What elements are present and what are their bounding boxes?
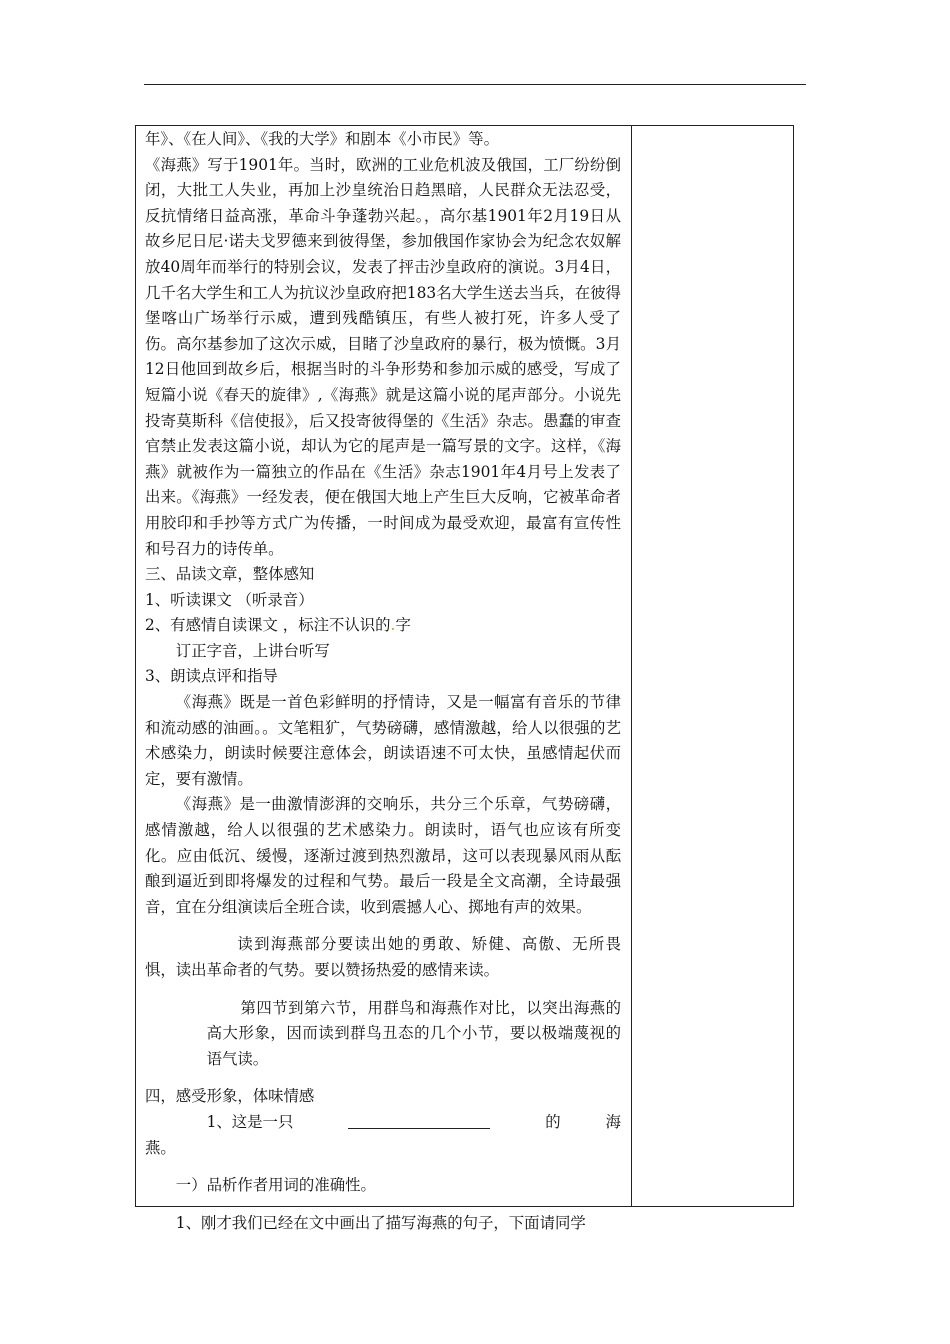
question-end: 燕。 — [145, 1138, 176, 1157]
section-heading-4: 四，感受形象，体味情感 — [145, 1087, 315, 1106]
dot-mark: . — [390, 616, 396, 635]
answer-blank[interactable] — [348, 1110, 490, 1129]
step-correct: 订正字音，上讲台听写 — [175, 641, 330, 660]
step-self-read-text: 2、有感情自读课文 ，标注不认识的 — [145, 616, 391, 635]
step-self-read — [145, 613, 621, 639]
lesson-table — [135, 125, 794, 1232]
fill-in-question — [145, 1110, 621, 1136]
step-listen: 1、听读课文 （听录音） — [145, 590, 314, 609]
spacer — [145, 1072, 621, 1084]
main-column — [136, 126, 632, 1232]
step-self-read-end: 字 — [395, 616, 411, 635]
last-line: 1、刚才我们已经在文中画出了描写海燕的句子，下面请同学 — [175, 1213, 586, 1232]
spacer — [145, 1161, 621, 1173]
guidance-paragraph-4: 第四节到第六节，用群鸟和海燕作对比，以突出海燕的高大形象，因而读到群鸟丑态的几个小节，要以极端蔑视的语气读。 — [206, 998, 621, 1068]
guidance-paragraph-1: 《海燕》既是一首色彩鲜明的抒情诗，又是一幅富有音乐的节律和流动感的油画。。文笔粗犷，气势磅礴，感情激越，给人以很强的艺术感染力，朗读时候要注意体会，朗读语速不可太快，虽感情起伏而定，要有激情。 — [145, 693, 621, 788]
spacer — [145, 1199, 621, 1211]
works-line: 年》、《在人间》、《我的大学》和剧本《小市民》等。 — [145, 130, 499, 148]
section-heading-3: 三、品读文章，整体感知 — [145, 565, 315, 584]
question-prefix: 1、这是一只 — [206, 1112, 294, 1131]
step-guidance: 3、朗读点评和指导 — [145, 667, 278, 686]
guidance-paragraph-3: 读到海燕部分要读出她的勇敢、矫健、高傲、无所畏惧，读出革命者的气势。要以赞扬热爱的感情来读。 — [145, 935, 621, 979]
header-rule — [144, 84, 806, 85]
background-paragraph: 《海燕》写于1901年。当时，欧洲的工业危机波及俄国，工厂纷纷倒闭，大批工人失业，再加上沙皇统治日趋黑暗，人民群众无法忍受，反抗情绪日益高涨，革命斗争蓬勃兴起。，高尔基1901年2月19日从故乡尼日尼·诺夫戈罗德来到彼得堡，参加俄国作家协会为纪念农奴解放40周年而举行的特别会议，发表了抨击沙皇政府的演说。3月4日，几千名大学生和工人为抗议沙皇政府把183名大学生送去当兵，在彼得堡喀山广场举行示威，遭到残酷镇压，有些人被打死，许多人受了伤。高尔基参加了这次示威，目睹了沙皇政府的暴行，极为愤慨。3月12日他回到故乡后，根据当时的斗争形势和参加示威的感受，写成了短篇小说《春天的旋律》,《海燕》就是这篇小说的尾声部分。小说先投寄莫斯科《信使报》，后又投寄彼得堡的《生活》杂志。愚蠢的审查官禁止发表这篇小说，却认为它的尾声是一篇写景的文字。这样，《海燕》就被作为一篇独立的作品在《生活》杂志1901年4月号上发表了出来。《海燕》一经发表，便在俄国大地上产生巨大反响，它被革命者用胶印和手抄等方式广为传播，一时间成为最受欢迎，最富有宣传性和号召力的诗传单。 — [145, 155, 621, 558]
notes-column — [632, 126, 793, 1206]
spacer — [145, 984, 621, 996]
spacer — [145, 920, 621, 932]
question-de: 的 — [545, 1112, 561, 1131]
sub-heading: 一）品析作者用词的准确性。 — [175, 1176, 376, 1195]
guidance-paragraph-2: 《海燕》是一曲激情澎湃的交响乐，共分三个乐章，气势磅礴，感情激越，给人以很强的艺术感染力。朗读时，语气也应该有所变化。应由低沉、缓慢，逐渐过渡到热烈激昂，这可以表现暴风雨从酝酿到逼近到即将爆发的过程和气势。最后一段是全文高潮，全诗最强音，宜在分组演读后全班合读，收到震撼人心、掷地有声的效果。 — [145, 795, 621, 916]
question-hai: 海 — [605, 1112, 621, 1131]
